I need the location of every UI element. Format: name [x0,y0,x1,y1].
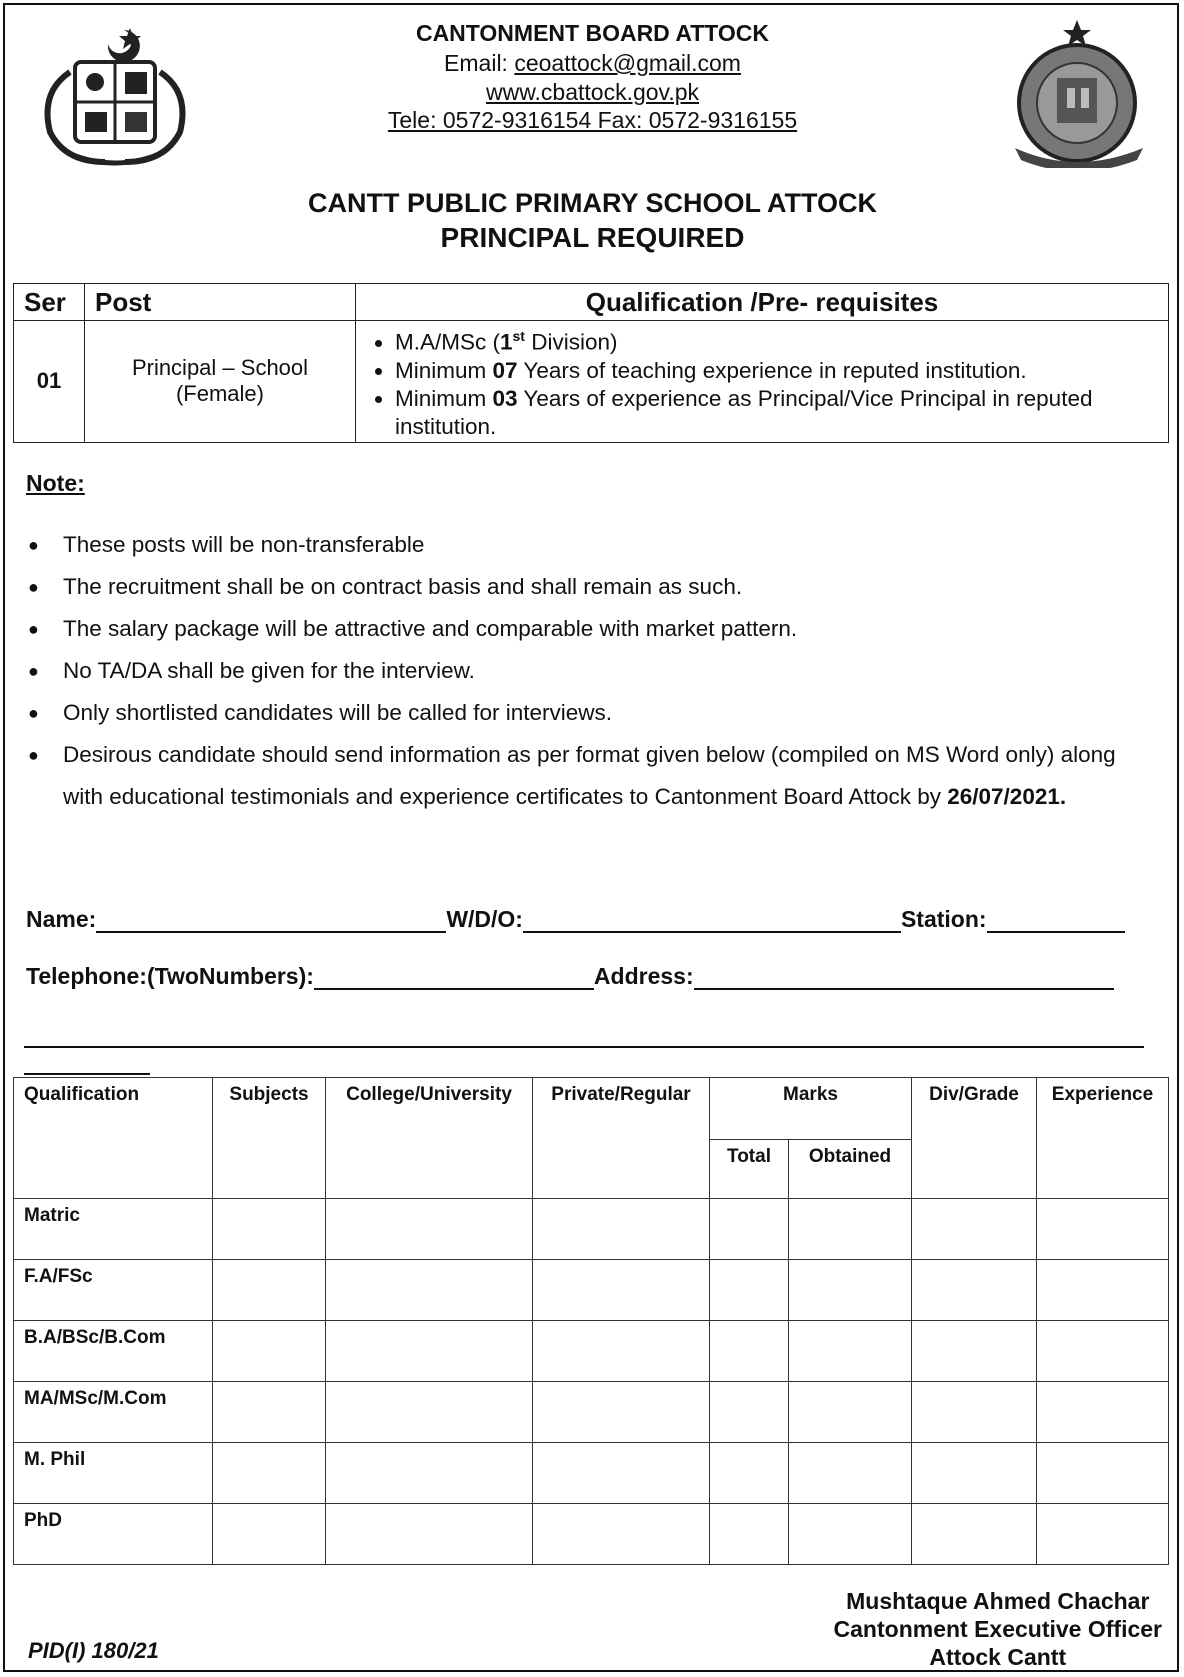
table-row [14,1321,1169,1382]
cell[interactable] [912,1504,1037,1565]
email-label: Email: [444,50,515,76]
address-label: Address: [593,963,694,989]
cell[interactable] [912,1382,1037,1443]
cell[interactable] [912,1199,1037,1260]
row-label: PhD [14,1504,213,1565]
table-row [14,1199,1169,1260]
requirements-cell [356,321,1169,443]
signer-place: Attock Cantt [929,1644,1067,1670]
col-marks: Marks [710,1078,912,1140]
cell[interactable] [710,1382,789,1443]
name-field[interactable] [96,931,446,933]
notes-list [30,524,1160,818]
col-obtained: Obtained [789,1139,912,1198]
phone-fax-line [300,107,885,134]
station-label: Station: [900,906,987,932]
cell[interactable] [789,1321,912,1382]
row-label: MA/MSc/M.Com [14,1382,213,1443]
address-continuation-line[interactable] [24,1046,1144,1048]
cell[interactable] [213,1443,326,1504]
qualification-table [13,1077,1169,1565]
note-text: No TA/DA shall be given for the interview. [63,658,475,683]
table-row [14,321,1169,443]
row-label: B.A/BSc/B.Com [14,1321,213,1382]
signer-name: Mushtaque Ahmed Chachar [846,1588,1150,1614]
phone-fax: Tele: 0572-9316154 Fax: 0572-9316155 [387,107,798,133]
req-sup: st [512,328,525,344]
signature-block [834,1587,1162,1671]
list-item [395,322,1167,357]
wdo-field[interactable] [523,931,901,933]
post-table [13,283,1169,443]
req-text: Minimum [395,357,493,383]
note-text: The salary package will be attractive and comparable with market pattern. [63,616,798,641]
col-private-regular: Private/Regular [533,1078,710,1199]
telephone-field[interactable] [314,988,594,990]
req-text: Minimum [395,385,493,411]
cell[interactable] [213,1199,326,1260]
signer-designation: Cantonment Executive Officer [833,1616,1162,1642]
email-line [300,50,885,77]
note-text: Only shortlisted candidates will be called for interviews. [63,700,612,725]
cell[interactable] [326,1199,533,1260]
list-item [395,385,1167,441]
cell[interactable] [326,1443,533,1504]
list-item: ● The recruitment shall be on contract basis and shall remain as such. [28,574,743,599]
cell[interactable] [533,1382,710,1443]
row-label: M. Phil [14,1443,213,1504]
list-item: ● Desirous candidate should send information as per format given below (compiled on MS Word only) along with educational testimonials and experience certificates to Cantonment Board Attock by 26/07/2021. [28,742,1116,809]
cell[interactable] [1037,1443,1169,1504]
col-qualification: Qualification [14,1078,213,1199]
cell[interactable] [533,1443,710,1504]
cantonment-board-logo-icon [1005,18,1160,168]
telephone-label: Telephone:(TwoNumbers): [26,963,314,989]
list-item: ● The salary package will be attractive and comparable with market pattern. [28,616,798,641]
wdo-label: W/D/O: [446,906,523,932]
col-experience: Experience [1037,1078,1169,1199]
cell[interactable] [326,1260,533,1321]
form-row-telephone [26,963,1114,990]
note-text: Desirous candidate should send information as per format given below (compiled on MS Word only) along with educational testimonials and experience certificates to Cantonment Board Attock by [63,742,1116,809]
col-college: College/University [326,1078,533,1199]
cell[interactable] [1037,1260,1169,1321]
cell[interactable] [912,1260,1037,1321]
qual-header-row [14,1078,1169,1140]
cell[interactable] [533,1321,710,1382]
cell[interactable] [213,1382,326,1443]
cell[interactable] [1037,1199,1169,1260]
divider [24,1073,150,1075]
cell[interactable] [710,1504,789,1565]
cell[interactable] [533,1199,710,1260]
notes-heading: Note: [26,470,85,496]
table-row [14,1260,1169,1321]
cell[interactable] [213,1321,326,1382]
req-text: Years of experience as Principal/Vice Principal in reputed institution. [395,385,1093,439]
list-item [395,357,1167,385]
col-subjects: Subjects [213,1078,326,1199]
post-line: (Female) [175,381,264,407]
cell[interactable] [789,1443,912,1504]
cell[interactable] [912,1321,1037,1382]
req-text: Years of teaching experience in reputed institution. [517,357,1027,383]
req-bold: 07 [492,357,518,383]
cell[interactable] [326,1382,533,1443]
cell[interactable] [1037,1504,1169,1565]
cell[interactable] [1037,1382,1169,1443]
organization-name: CANTONMENT BOARD ATTOCK [415,20,770,46]
cell[interactable] [533,1260,710,1321]
deadline-date: 26/07/2021. [947,784,1067,809]
page-title: PRINCIPAL REQUIRED [440,222,745,253]
cell[interactable] [1037,1321,1169,1382]
form-row-name [26,906,1125,933]
state-emblem-icon [30,22,200,172]
cell[interactable] [710,1443,789,1504]
requirements-list [357,322,1167,441]
table-row [14,1443,1169,1504]
cell[interactable] [789,1260,912,1321]
cell[interactable] [710,1199,789,1260]
station-field[interactable] [987,931,1125,933]
cell[interactable] [326,1504,533,1565]
col-ser: Ser [14,284,85,321]
post-line: Principal – School [131,355,309,381]
note-text: The recruitment shall be on contract basis and shall remain as such. [63,574,743,599]
col-total: Total [710,1139,789,1198]
note-text: These posts will be non-transferable [63,532,425,557]
req-bold: 03 [492,385,518,411]
cell[interactable] [710,1321,789,1382]
cell[interactable] [912,1443,1037,1504]
cell[interactable] [789,1199,912,1260]
website-line [300,79,885,106]
cell[interactable] [533,1504,710,1565]
name-label: Name: [26,906,97,932]
email-link[interactable]: ceoattock@gmail.com [514,50,741,76]
col-post: Post [85,284,356,321]
ser-value: 01 [14,321,85,443]
table-row [14,1504,1169,1565]
req-text: M.A/MSc ( [395,329,500,355]
cell[interactable] [213,1504,326,1565]
row-label: F.A/FSc [14,1260,213,1321]
cell[interactable] [710,1260,789,1321]
list-item: ● These posts will be non-transferable [28,532,425,557]
cell[interactable] [326,1321,533,1382]
school-name: CANTT PUBLIC PRIMARY SCHOOL ATTOCK [307,188,877,218]
address-field[interactable] [694,988,1114,990]
post-value [85,321,356,443]
cell[interactable] [213,1260,326,1321]
cell[interactable] [789,1382,912,1443]
req-text: Division) [524,329,618,355]
row-label: Matric [14,1199,213,1260]
list-item: ● No TA/DA shall be given for the interview. [28,658,475,683]
pid-number: PID(I) 180/21 [28,1638,159,1663]
post-table-header [14,284,1169,321]
req-bold: 1 [500,329,513,355]
website-link[interactable]: www.cbattock.gov.pk [485,79,700,105]
table-row [14,1382,1169,1443]
col-qualification: Qualification /Pre- requisites [356,284,1169,321]
list-item: ● Only shortlisted candidates will be called for interviews. [28,700,612,725]
cell[interactable] [789,1504,912,1565]
col-div-grade: Div/Grade [912,1078,1037,1199]
